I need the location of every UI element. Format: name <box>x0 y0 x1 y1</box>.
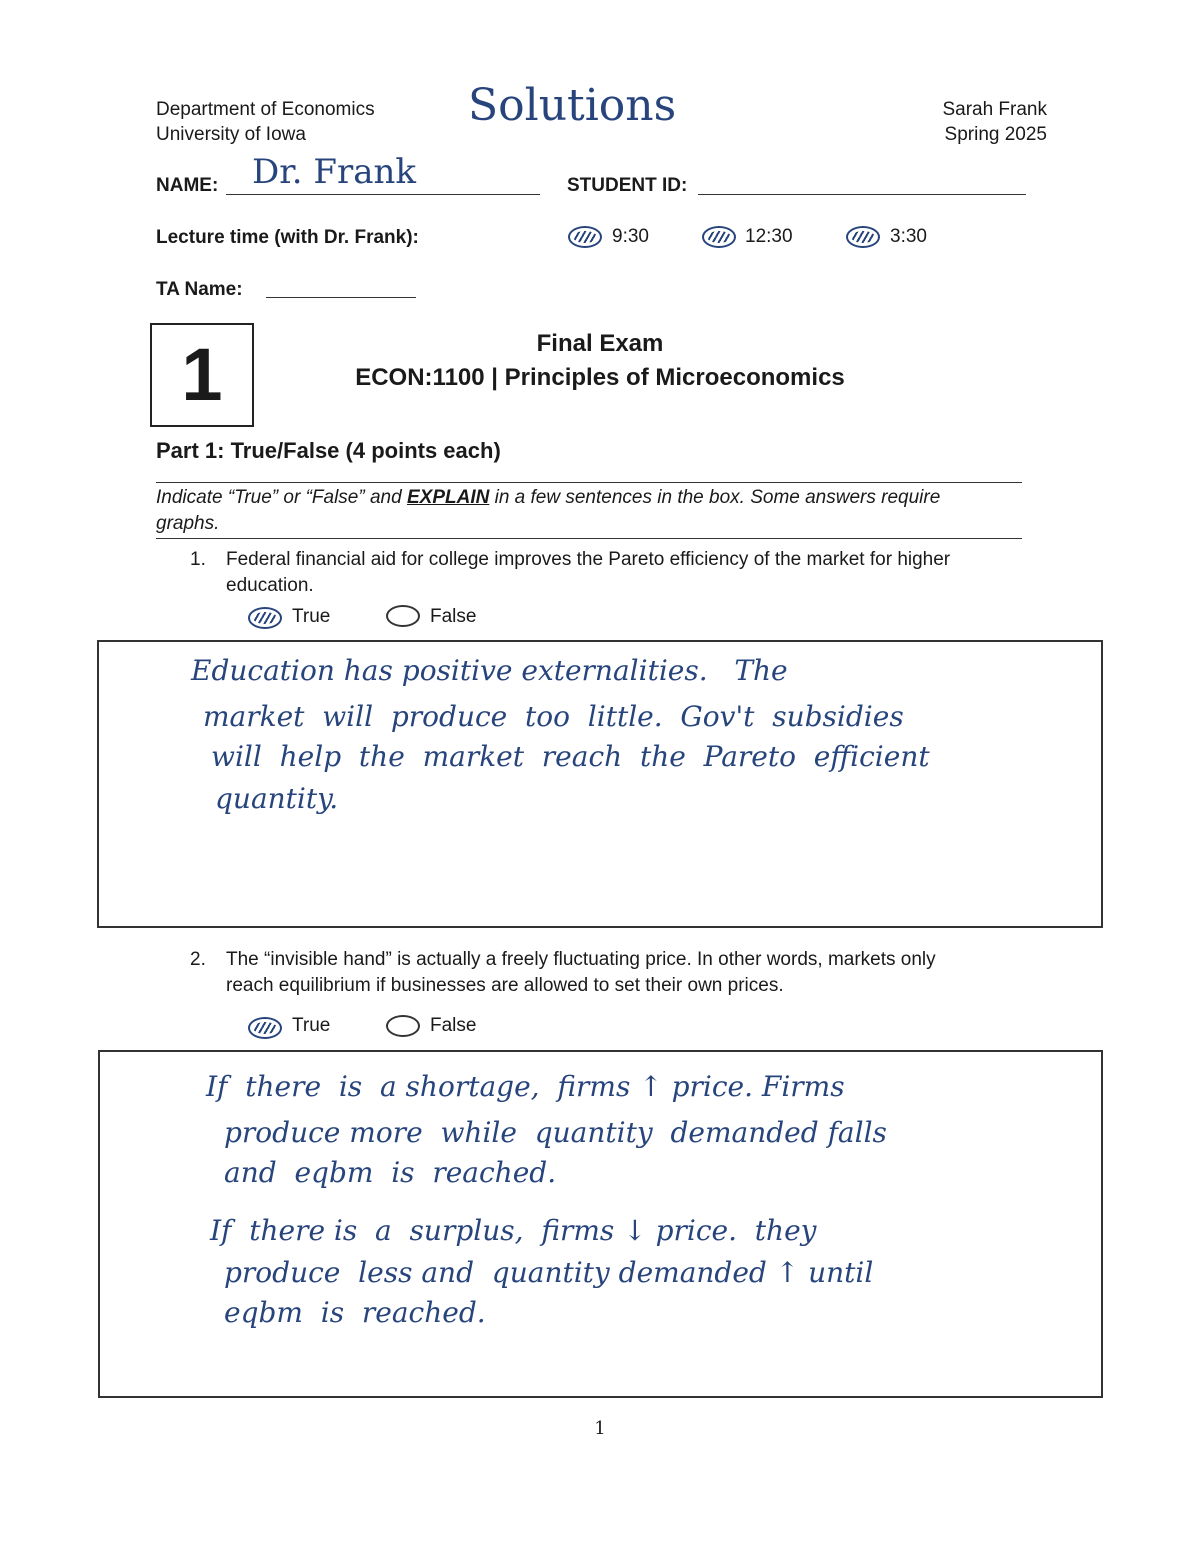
part1-rule-top <box>156 482 1022 483</box>
part1-instructions-line2: graphs. <box>156 513 220 534</box>
instructions-text-start: Indicate “True” or “False” and <box>156 487 407 508</box>
name-line <box>226 194 540 195</box>
answer-2-line-6: eqbm is reached. <box>224 1296 486 1329</box>
question-1-number: 1. <box>190 549 206 570</box>
lecture-option-1-bubble[interactable] <box>568 226 602 248</box>
part1-instructions <box>156 486 940 510</box>
answer-1-line-1: Education has positive externalities. The <box>191 654 788 687</box>
question-2-text: The “invisible hand” is actually a freely fluctuating price. In other words, markets only <box>226 949 936 970</box>
answer-2-line-5: produce less and quantity demanded ↑ until <box>224 1256 874 1289</box>
question-2-answer-box[interactable] <box>98 1050 1103 1398</box>
question-2-false-bubble[interactable] <box>386 1015 420 1037</box>
instructions-emphasis: EXPLAIN <box>406 487 490 508</box>
name-label: NAME: <box>156 175 219 196</box>
student-id-label: STUDENT ID: <box>567 175 688 196</box>
question-1-answer-box[interactable] <box>97 640 1103 928</box>
question-1-false-label: False <box>430 606 477 627</box>
page-number: 1 <box>594 1418 606 1439</box>
question-1-text-line2: education. <box>226 575 314 596</box>
lecture-option-3-bubble[interactable] <box>846 226 880 248</box>
answer-1-line-4: quantity. <box>215 782 339 815</box>
lecture-option-1-label: 9:30 <box>612 226 649 247</box>
part1-heading: Part 1: True/False (4 points each) <box>156 438 501 463</box>
answer-2-line-4: If there is a surplus, firms ↓ price. they <box>210 1214 817 1247</box>
instructions-text-end: in a few sentences in the box. Some answers require <box>489 487 941 508</box>
question-2-text-line2: reach equilibrium if businesses are allowed to set their own prices. <box>226 975 784 996</box>
student-id-line <box>698 194 1026 195</box>
exam-title: Final Exam <box>536 330 664 357</box>
answer-2-line-1: If there is a shortage, firms ↑ price. Firms <box>206 1070 845 1103</box>
department-name: Department of Economics <box>156 99 375 120</box>
answer-1-line-2: market will produce too little. Gov't subsidies <box>203 700 904 733</box>
question-2-false-label: False <box>430 1015 477 1036</box>
question-2-true-label: True <box>292 1015 331 1036</box>
exam-version-number: 1 <box>181 333 223 416</box>
answer-2-line-3: and eqbm is reached. <box>224 1156 557 1189</box>
part1-rule-bottom <box>156 538 1022 539</box>
lecture-option-2-bubble[interactable] <box>702 226 736 248</box>
answer-2-line-2: produce more while quantity demanded falls <box>224 1116 887 1149</box>
question-2-number: 2. <box>190 949 206 970</box>
lecture-option-3-label: 3:30 <box>890 226 927 247</box>
ta-name-line <box>266 297 416 298</box>
question-1-true-bubble[interactable] <box>248 607 282 629</box>
course-title: ECON:1100 | Principles of Microeconomics <box>355 364 845 391</box>
lecture-option-2-label: 12:30 <box>745 226 793 247</box>
answer-1-line-3: will help the market reach the Pareto efficient <box>211 740 930 773</box>
question-1-true-label: True <box>292 606 331 627</box>
lecture-time-label: Lecture time (with Dr. Frank): <box>156 227 419 248</box>
question-1-false-bubble[interactable] <box>386 605 420 627</box>
ta-name-label: TA Name: <box>156 279 243 300</box>
question-1-text: Federal financial aid for college improves the Pareto efficiency of the market for higher <box>226 549 951 570</box>
university-name: University of Iowa <box>156 124 306 145</box>
term: Spring 2025 <box>944 124 1047 145</box>
name-value: Dr. Frank <box>252 152 417 192</box>
instructor-name: Sarah Frank <box>942 99 1047 120</box>
handwritten-title: Solutions <box>468 80 677 131</box>
question-2-true-bubble[interactable] <box>248 1017 282 1039</box>
